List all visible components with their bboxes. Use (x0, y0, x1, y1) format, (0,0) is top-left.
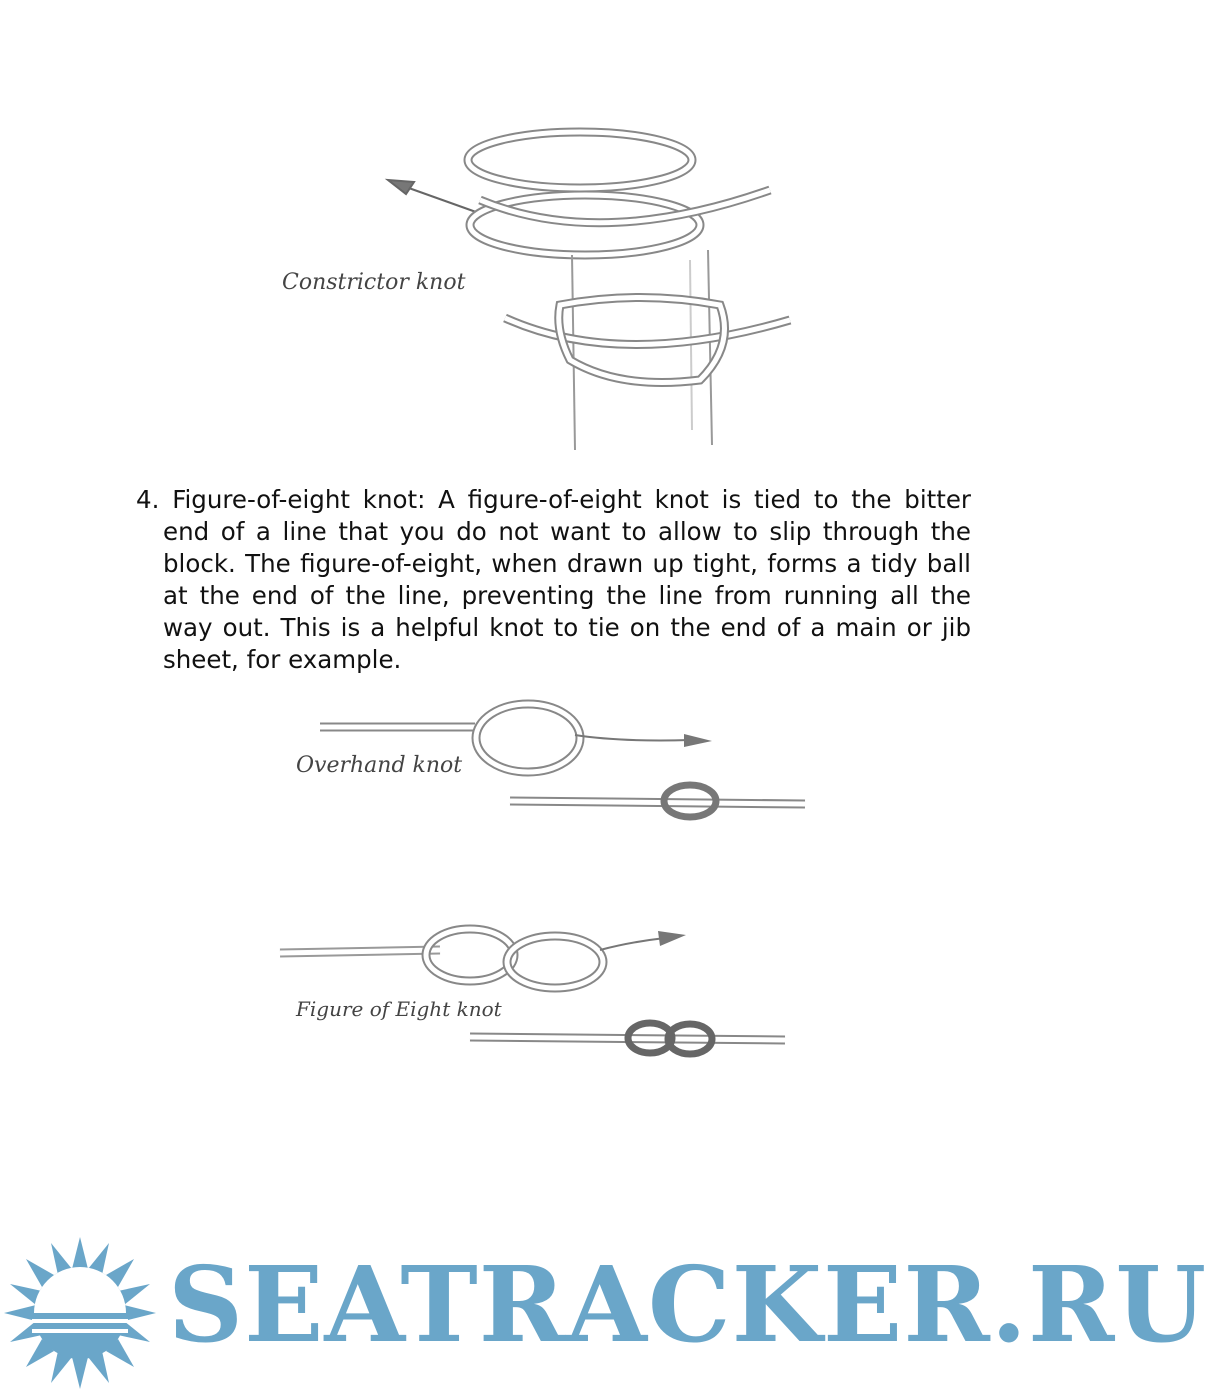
figure-of-eight-caption: Figure of Eight knot (296, 997, 502, 1021)
seatracker-watermark: SEATRACKER.RU (168, 1243, 1207, 1366)
figure-of-eight-paragraph (136, 484, 971, 676)
paragraph-text: Figure-of-eight knot: A figure-of-eight knot is tied to the bitter end of a line that you do not want to allow to slip through the block. The figure-of-eight, when drawn up tight, forms a tidy ball at the end of the line, preventing the line from running all the way out. This is a helpful knot to tie on the end of a main or jib sheet, for example. (163, 485, 971, 674)
constrictor-knot-illustration (0, 0, 1080, 470)
overhand-knot-caption: Overhand knot (296, 753, 463, 778)
paragraph-number: 4. (136, 485, 160, 514)
constrictor-knot-caption: Constrictor knot (282, 270, 466, 295)
